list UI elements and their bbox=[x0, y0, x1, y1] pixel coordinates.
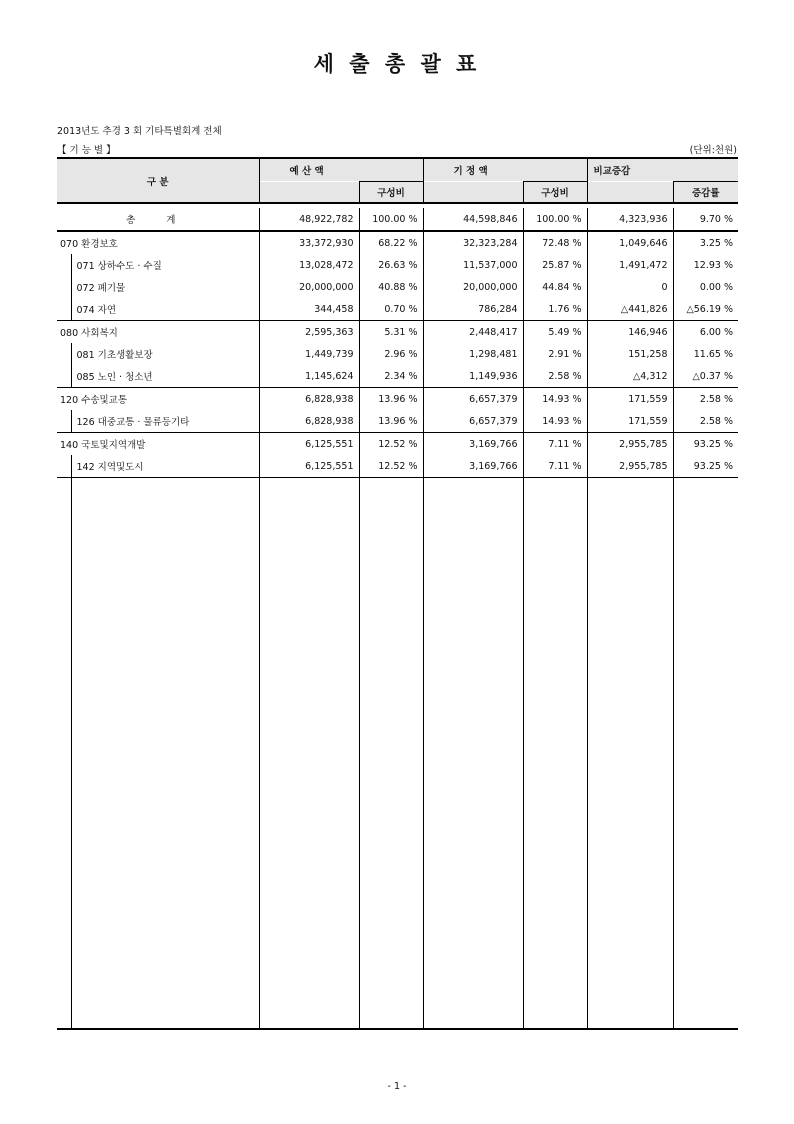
row-confirmed-ratio: 25.87 % bbox=[523, 254, 587, 276]
row-indent bbox=[57, 298, 71, 321]
row-label: 126 대중교통 · 물류등기타 bbox=[71, 410, 259, 433]
header-confirmed: 기 정 액 bbox=[423, 158, 587, 182]
row-label: 120 수송및교통 bbox=[57, 388, 259, 411]
row-budget: 20,000,000 bbox=[259, 276, 359, 298]
row-budget-ratio: 13.96 % bbox=[359, 410, 423, 433]
row-label: 070 환경보호 bbox=[57, 231, 259, 254]
row-diff-rate: 93.25 % bbox=[673, 455, 738, 478]
row-confirmed-ratio: 7.11 % bbox=[523, 433, 587, 456]
filler-cell bbox=[71, 478, 259, 1030]
row-budget: 33,372,930 bbox=[259, 231, 359, 254]
subcategory-row bbox=[57, 455, 738, 478]
row-indent bbox=[57, 254, 71, 276]
row-label: 085 노인 · 청소년 bbox=[71, 365, 259, 388]
row-confirmed: 1,149,936 bbox=[423, 365, 523, 388]
total-confirmed-ratio: 100.00 % bbox=[523, 208, 587, 231]
row-confirmed: 20,000,000 bbox=[423, 276, 523, 298]
row-label: 080 사회복지 bbox=[57, 321, 259, 344]
total-label: 총 계 bbox=[57, 208, 259, 231]
category-row bbox=[57, 321, 738, 344]
row-confirmed: 6,657,379 bbox=[423, 410, 523, 433]
row-confirmed-ratio: 2.91 % bbox=[523, 343, 587, 365]
subcategory-row bbox=[57, 254, 738, 276]
row-diff: 1,049,646 bbox=[587, 231, 673, 254]
row-diff: 2,955,785 bbox=[587, 455, 673, 478]
row-indent bbox=[57, 365, 71, 388]
row-budget-ratio: 13.96 % bbox=[359, 388, 423, 411]
filler-cell bbox=[673, 478, 738, 1030]
section-label: 【 기 능 별 】 bbox=[57, 145, 116, 156]
row-confirmed: 786,284 bbox=[423, 298, 523, 321]
row-indent bbox=[57, 455, 71, 478]
total-diff: 4,323,936 bbox=[587, 208, 673, 231]
row-budget-ratio: 5.31 % bbox=[359, 321, 423, 344]
row-indent bbox=[57, 276, 71, 298]
header-confirmed-ratio: 구성비 bbox=[523, 182, 587, 204]
subcategory-row bbox=[57, 410, 738, 433]
row-budget-ratio: 12.52 % bbox=[359, 433, 423, 456]
subcategory-row bbox=[57, 276, 738, 298]
row-diff-rate: 3.25 % bbox=[699, 237, 734, 249]
category-row bbox=[57, 231, 738, 254]
row-label: 072 폐기물 bbox=[71, 276, 259, 298]
subcategory-row bbox=[57, 298, 738, 321]
total-diff-rate: 9.70 % bbox=[673, 208, 738, 231]
row-diff: 0 bbox=[587, 276, 673, 298]
row-label: 142 지역및도시 bbox=[71, 455, 259, 478]
row-diff-rate: 0.00 % bbox=[699, 281, 734, 293]
row-diff: △441,826 bbox=[587, 298, 673, 321]
row-budget-ratio: 0.70 % bbox=[359, 298, 423, 321]
row-budget: 6,828,938 bbox=[259, 410, 359, 433]
row-indent bbox=[57, 410, 71, 433]
total-confirmed: 44,598,846 bbox=[423, 208, 523, 231]
category-row bbox=[57, 388, 738, 411]
row-budget-ratio: 26.63 % bbox=[359, 254, 423, 276]
row-label: 074 자연 bbox=[71, 298, 259, 321]
row-confirmed-ratio: 14.93 % bbox=[523, 388, 587, 411]
row-budget: 6,828,938 bbox=[259, 388, 359, 411]
row-confirmed-ratio: 72.48 % bbox=[523, 231, 587, 254]
total-row bbox=[57, 208, 738, 231]
row-label: 081 기초생활보장 bbox=[71, 343, 259, 365]
row-diff-rate: △56.19 % bbox=[673, 298, 738, 321]
row-diff-rate: 6.00 % bbox=[699, 326, 734, 338]
row-diff-rate: 2.58 % bbox=[699, 393, 734, 405]
row-diff-rate: 12.93 % bbox=[693, 259, 734, 271]
row-diff: 1,491,472 bbox=[587, 254, 673, 276]
unit-label: (단위:천원) bbox=[689, 145, 737, 156]
total-budget-ratio: 100.00 % bbox=[359, 208, 423, 231]
row-confirmed: 3,169,766 bbox=[423, 455, 523, 478]
row-confirmed-ratio: 14.93 % bbox=[523, 410, 587, 433]
subcategory-row bbox=[57, 365, 738, 388]
row-confirmed: 3,169,766 bbox=[423, 433, 523, 456]
row-diff-rate: △0.37 % bbox=[673, 365, 738, 388]
row-budget: 6,125,551 bbox=[259, 455, 359, 478]
row-budget: 13,028,472 bbox=[259, 254, 359, 276]
filler-cell bbox=[587, 478, 673, 1030]
row-confirmed: 1,298,481 bbox=[423, 343, 523, 365]
row-diff: 171,559 bbox=[587, 388, 673, 411]
category-row bbox=[57, 433, 738, 456]
row-budget: 1,449,739 bbox=[259, 343, 359, 365]
row-confirmed-ratio: 5.49 % bbox=[523, 321, 587, 344]
row-budget: 2,595,363 bbox=[259, 321, 359, 344]
header-category: 구 분 bbox=[57, 158, 259, 203]
row-diff-rate: 93.25 % bbox=[693, 438, 734, 450]
expenditure-summary-table bbox=[57, 157, 738, 1030]
row-confirmed: 11,537,000 bbox=[423, 254, 523, 276]
header-budget-ratio: 구성비 bbox=[359, 182, 423, 204]
row-confirmed-ratio: 7.11 % bbox=[523, 455, 587, 478]
row-confirmed: 2,448,417 bbox=[423, 321, 523, 344]
row-diff: 171,559 bbox=[587, 410, 673, 433]
subcategory-row bbox=[57, 343, 738, 365]
row-budget: 344,458 bbox=[259, 298, 359, 321]
row-confirmed-ratio: 1.76 % bbox=[523, 298, 587, 321]
page-title: 세 출 총 괄 표 bbox=[313, 52, 481, 76]
filler-cell bbox=[259, 478, 359, 1030]
row-confirmed: 6,657,379 bbox=[423, 388, 523, 411]
row-budget: 1,145,624 bbox=[259, 365, 359, 388]
row-indent bbox=[57, 343, 71, 365]
header-budget: 예 산 액 bbox=[259, 158, 423, 182]
row-diff-rate: 2.58 % bbox=[673, 410, 738, 433]
row-diff: 151,258 bbox=[587, 343, 673, 365]
header-diff-rate: 증감률 bbox=[673, 182, 738, 204]
filler-row bbox=[57, 478, 738, 1030]
row-confirmed: 32,323,284 bbox=[423, 231, 523, 254]
row-budget: 6,125,551 bbox=[259, 433, 359, 456]
row-budget-ratio: 2.96 % bbox=[359, 343, 423, 365]
row-confirmed-ratio: 44.84 % bbox=[523, 276, 587, 298]
row-label: 071 상하수도 · 수질 bbox=[71, 254, 259, 276]
filler-cell bbox=[57, 478, 71, 1030]
filler-cell bbox=[523, 478, 587, 1030]
row-budget-ratio: 12.52 % bbox=[359, 455, 423, 478]
filler-cell bbox=[423, 478, 523, 1030]
filler-cell bbox=[359, 478, 423, 1030]
header-diff: 비교증감 bbox=[587, 158, 738, 182]
row-diff: 2,955,785 bbox=[587, 433, 673, 456]
row-budget-ratio: 40.88 % bbox=[359, 276, 423, 298]
row-budget-ratio: 2.34 % bbox=[359, 365, 423, 388]
page-number: - 1 - bbox=[387, 1081, 407, 1092]
row-diff-rate: 11.65 % bbox=[693, 348, 734, 360]
row-budget-ratio: 68.22 % bbox=[359, 231, 423, 254]
row-confirmed-ratio: 2.58 % bbox=[523, 365, 587, 388]
document-subtitle: 2013년도 추경 3 회 기타특별회계 전체 bbox=[57, 126, 222, 137]
row-label: 140 국토및지역개발 bbox=[57, 433, 259, 456]
row-diff: 146,946 bbox=[587, 321, 673, 344]
row-diff: △4,312 bbox=[587, 365, 673, 388]
total-budget: 48,922,782 bbox=[259, 208, 359, 231]
